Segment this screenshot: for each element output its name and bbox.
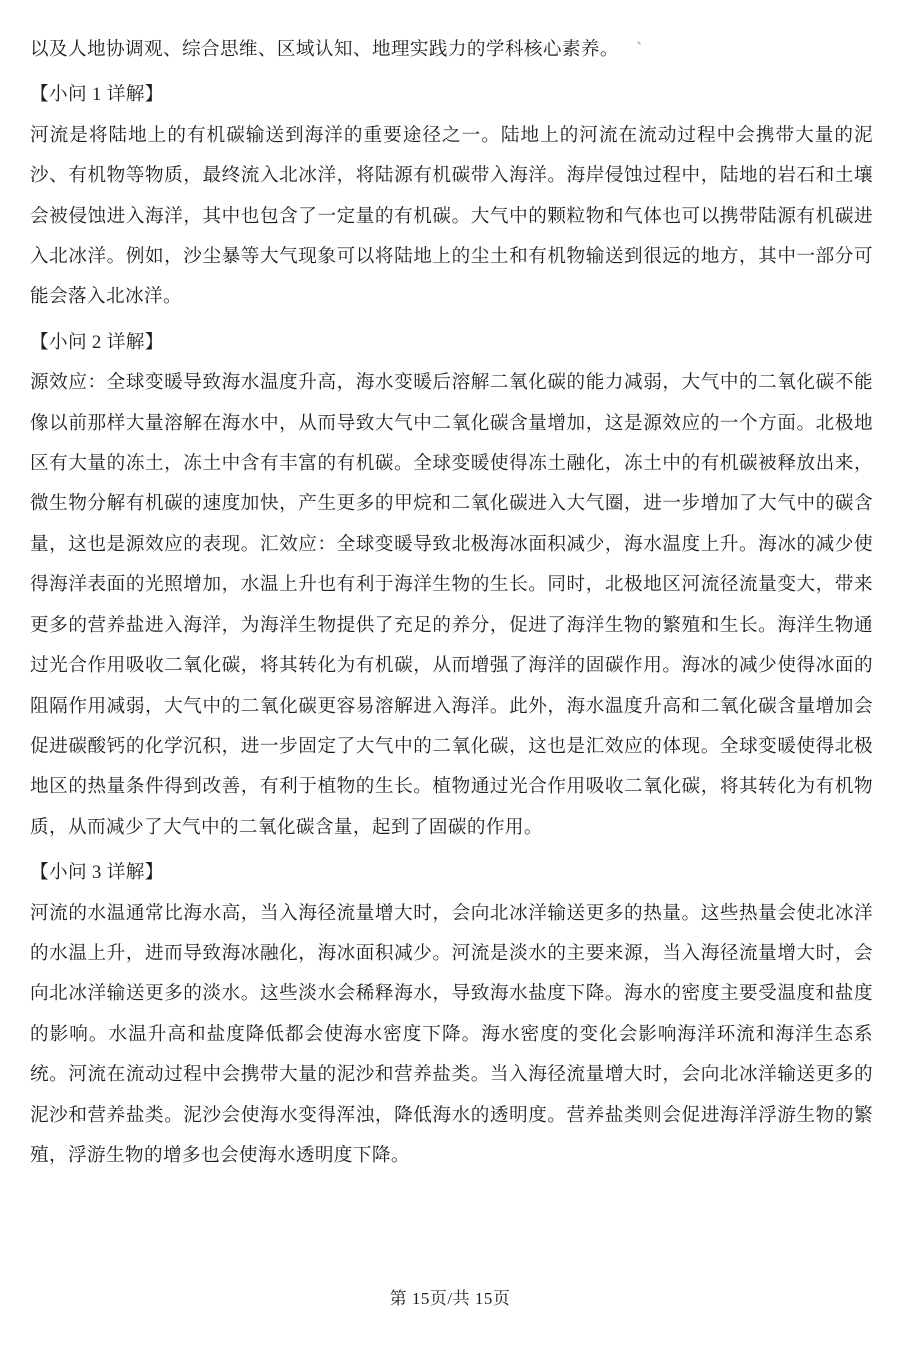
- section-heading-subquestion-1: 【小问 1 详解】: [30, 84, 164, 106]
- section-heading-subquestion-2: 【小问 2 详解】: [30, 331, 164, 353]
- document-content: [30, 30, 873, 1176]
- section-body-subquestion-1: 河流是将陆地上的有机碳输送到海洋的重要途径之一。陆地上的河流在流动过程中会携带大量的泥沙、有机物等物质，最终流入北冰洋，将陆源有机碳带入海洋。海岸侵蚀过程中，陆地的岩石和土壤会被侵蚀进入海洋，其中也包含了一定量的有机碳。大气中的颗粒物和气体也可以携带陆源有机碳进入北冰洋。例如，沙尘暴等大气现象可以将陆地上的尘土和有机物输送到很远的地方，其中一部分可能会落入北冰洋。: [30, 124, 873, 308]
- page-number-footer: 第 15页/共 15页: [389, 1289, 511, 1308]
- intro-continuation-line: 以及人地协调观、综合思维、区域认知、地理实践力的学科核心素养。: [30, 39, 619, 60]
- section-body-subquestion-3: 河流的水温通常比海水高，当入海径流量增大时，会向北冰洋输送更多的热量。这些热量会使北冰洋的水温上升，进而导致海冰融化，海冰面积减少。河流是淡水的主要来源，当入海径流量增大时，会向北冰洋输送更多的淡水。这些淡水会稀释海水，导致海水盐度下降。海水的密度主要受温度和盐度的影响。水温升高和盐度降低都会使海水密度下降。海水密度的变化会影响海洋环流和海洋生态系统。河流在流动过程中会携带大量的泥沙和营养盐类。当入海径流量增大时，会向北冰洋输送更多的泥沙和营养盐类。泥沙会使海水变得浑浊，降低海水的透明度。营养盐类则会促进海洋浮游生物的繁殖，浮游生物的增多也会使海水透明度下降。: [30, 902, 873, 1166]
- section-body-subquestion-2: 源效应：全球变暖导致海水温度升高，海水变暖后溶解二氧化碳的能力减弱，大气中的二氧化碳不能像以前那样大量溶解在海水中，从而导致大气中二氧化碳含量增加，这是源效应的一个方面。北极地区有大量的冻土，冻土中含有丰富的有机碳。全球变暖使得冻土融化，冻土中的有机碳被释放出来，微生物分解有机碳的速度加快，产生更多的甲烷和二氧化碳进入大气圈，进一步增加了大气中的碳含量，这也是源效应的表现。汇效应：全球变暖导致北极海冰面积减少，海水温度上升。海冰的减少使得海洋表面的光照增加，水温上升也有利于海洋生物的生长。同时，北极地区河流径流量变大，带来更多的营养盐进入海洋，为海洋生物提供了充足的养分，促进了海洋生物的繁殖和生长。海洋生物通过光合作用吸收二氧化碳，将其转化为有机碳，从而增强了海洋的固碳作用。海冰的减少使得冰面的阻隔作用减弱，大气中的二氧化碳更容易溶解进入海洋。此外，海水温度升高和二氧化碳含量增加会促进碳酸钙的化学沉积，进一步固定了大气中的二氧化碳，这也是汇效应的体现。全球变暖使得北极地区的热量条件得到改善，有利于植物的生长。植物通过光合作用吸收二氧化碳，将其转化为有机物质，从而减少了大气中的二氧化碳含量，起到了固碳的作用。: [30, 372, 873, 838]
- section-heading-subquestion-3: 【小问 3 详解】: [30, 862, 164, 884]
